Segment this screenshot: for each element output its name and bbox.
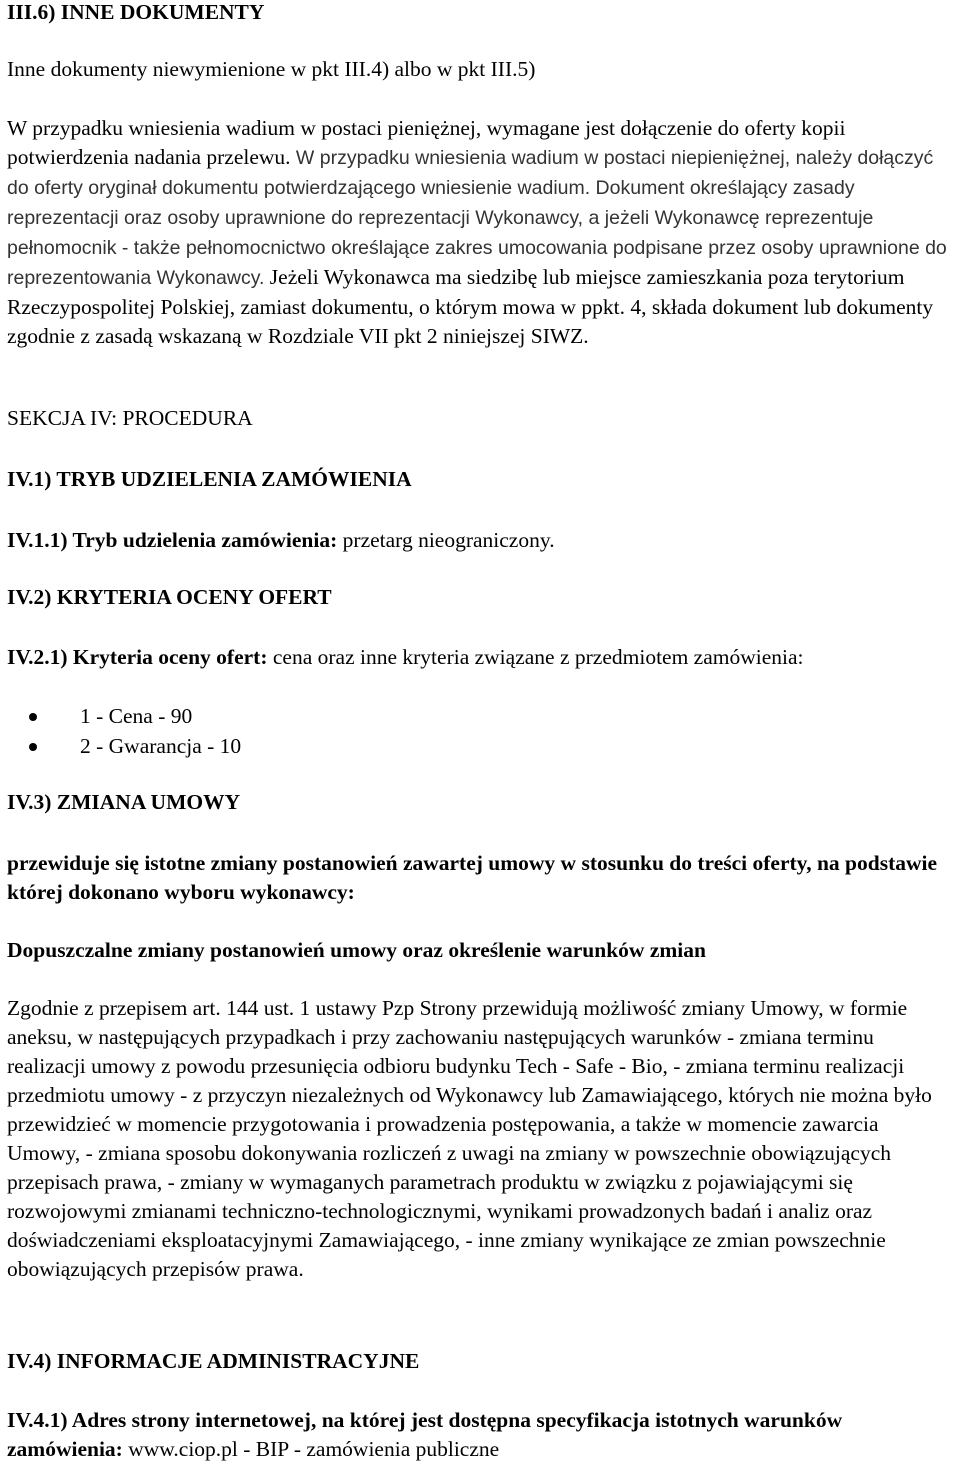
procedure-type-value: przetarg nieograniczony. <box>337 528 555 552</box>
section-III6-body <box>7 114 957 351</box>
procedure-type <box>7 526 957 555</box>
procedure-type-label: IV.1.1) Tryb udzielenia zamówienia: <box>7 528 338 552</box>
section-III6-subheading: Inne dokumenty niewymienione w pkt III.4) albo w pkt III.5) <box>7 57 536 81</box>
list-item: 1 - Cena - 90 <box>7 702 957 732</box>
section-IV-title: SEKCJA IV: PROCEDURA <box>7 406 253 430</box>
section-III6-heading: III.6) INNE DOKUMENTY <box>7 0 265 24</box>
evaluation-criteria-label: IV.2.1) Kryteria oceny ofert: <box>7 645 268 669</box>
paragraph-deposit-noncash: W przypadku wniesienia wadium w postaci niepieniężnej, należy dołączyć do oferty oryginał dokumentu potwierdzającego wniesienie wadium. <box>7 147 934 199</box>
criteria-list <box>7 702 957 762</box>
contract-change-statement: przewiduje się istotne zmiany postanowień zawartej umowy w stosunku do treści oferty, na podstawie której dokonano wyboru wykonawcy: <box>7 851 938 904</box>
paragraph-representation: Dokument określający zasady reprezentacji oraz osoby uprawnione do reprezentacji Wykonawcy, a jeżeli Wykonawcę reprezentuje pełnomocnik - także pełnomocnictwo określające zakres umocowania podpisane przez osoby uprawnione do reprezentowania Wykonawcy. <box>7 177 947 289</box>
paragraph-deposit-cash: W przypadku wniesienia wadium w postaci pieniężnej, wymagane jest dołączenie do oferty kopii potwierdzenia nadania przelewu. <box>7 116 846 169</box>
bullet-icon <box>29 713 37 721</box>
section-IV3-heading: IV.3) ZMIANA UMOWY <box>7 790 241 814</box>
section-IV4-heading: IV.4) INFORMACJE ADMINISTRACYJNE <box>7 1349 420 1373</box>
evaluation-criteria <box>7 643 957 672</box>
contract-change-text: Zgodnie z przepisem art. 144 ust. 1 ustawy Pzp Strony przewidują możliwość zmiany Umowy, w formie aneksu, w następujących przypadkach i przy zachowaniu następujących warunków - zmiana terminu realizacji umowy z powodu przesunięcia odbioru budynku Tech - Safe - Bio, - zmiana terminu realizacji przedmiotu umowy - z przyczyn niezależnych od Wykonawcy lub Zamawiającego, których nie można było przewidzieć w momencie przygotowania i prowadzenia postępowania, a także w momencie zawarcia Umowy, - zmiana sposobu dokonywania rozliczeń z uwagi na zmiany w powszechnie obowiązujących przepisach prawa, - zmiany w wymaganych parametrach produktu w związku z pojawiającymi się rozwojowymi zmianami techniczno-technologicznymi, wynikami prowadzonych badań i analiz oraz doświadczeniami eksploatacyjnymi Zamawiającego, - inne zmiany wynikające ze zmian powszechnie obowiązujących przepisów prawa. <box>7 996 932 1281</box>
list-item: 2 - Gwarancja - 10 <box>7 732 957 762</box>
contract-change-conditions-heading: Dopuszczalne zmiany postanowień umowy oraz określenie warunków zmian <box>7 938 706 962</box>
section-IV1-heading: IV.1) TRYB UDZIELENIA ZAMÓWIENIA <box>7 467 412 491</box>
paragraph-foreign-contractor: Jeżeli Wykonawca ma siedzibę lub miejsce zamieszkania poza terytorium Rzeczypospolitej Polskiej, zamiast dokumentu, o którym mowa w ppkt. 4, składa dokument lub dokumenty zgodnie z zasadą wskazaną w Rozdziale VII pkt 2 niniejszej SIWZ. <box>7 265 934 348</box>
specification-address <box>7 1406 957 1464</box>
section-IV2-heading: IV.2) KRYTERIA OCENY OFERT <box>7 585 332 609</box>
specification-address-label: IV.4.1) Adres strony internetowej, na której jest dostępna specyfikacja istotnych warunków zamówienia: <box>7 1408 843 1461</box>
bullet-icon <box>29 743 37 751</box>
evaluation-criteria-value: cena oraz inne kryteria związane z przedmiotem zamówienia: <box>267 645 804 669</box>
specification-address-value: www.ciop.pl - BIP - zamówienia publiczne <box>122 1437 500 1461</box>
